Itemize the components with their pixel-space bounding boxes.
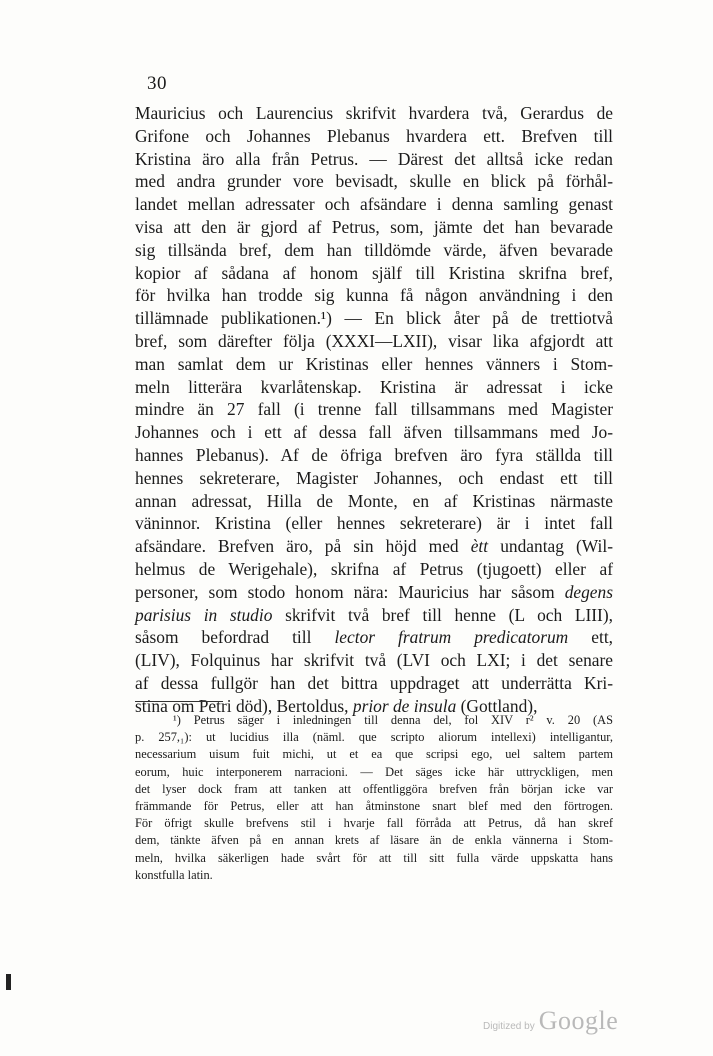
footnote-line [135,712,613,729]
text-line: visa att den är gjord af Petrus, som, jämte det han bevarade [135,216,613,237]
text-segment: undantag (Wil- [500,536,613,557]
digitized-watermark [483,1006,618,1036]
text-line [135,626,613,649]
text-segment: stina om Petri död), Bertoldus, [135,695,349,716]
text-line: man samlat dem ur Kristinas eller hennes vänners i Stom- [135,353,613,374]
text-segment: ett, [591,627,614,648]
text-line [135,604,613,627]
text-line: kopior af sådana af honom själf till Kristina skrifna bref, [135,262,613,283]
text-line [135,535,613,558]
footnote-line: necessarium uisum fuit michi, ut et ea que scripsi ego, uel saltem partem [135,747,613,762]
italic-phrase: prior de insula [352,695,457,716]
text-line: (LIV), Folquinus har skrifvit två (LVI och LXI; i det senare [135,650,613,671]
text-line: med andra grunder vore bevisadt, skulle en blick på förhål- [135,171,613,192]
text-segment: såsom befordrad till [135,627,312,648]
text-line: hannes Plebanus). Af de öfriga brefven äro fyra ställda till [135,444,613,465]
page-number: 30 [147,73,167,94]
footnote-line: För öfrigt skulle brefvens stil i hvarje fall förråda att Petrus, då han skref [135,816,613,831]
watermark-brand: Google [538,1006,619,1035]
footnote [135,712,613,884]
text-line: meln litterära kvarlåtenskap. Kristina är adressat i icke [135,376,613,397]
footnote-line: främmande för Petrus, eller att han åtminstone snart blef med den förtrogen. [135,798,613,813]
text-line: annan adressat, Hilla de Monte, en af Kristinas närmaste [135,490,613,511]
footnote-line: konstfulla latin. [135,867,213,882]
watermark-prefix: Digitized by [483,1021,535,1032]
text-line: helmus de Werigehale), skrifna af Petrus (tjugoett) eller af [135,558,613,579]
text-line: tillämnade publikationen.¹) — En blick åter på de trettiotvå [135,308,613,329]
footnote-line: det lyser dock fram att tanken att offentliggöra brefven från början icke var [135,781,613,796]
footnote-line: meln, hvilka säkerligen hade svårt för att till sitt fulla värde uppskatta hans [135,850,613,865]
text-line: landet mellan adressater och afsändare i denna samling genast [135,194,613,215]
scan-edge-mark [6,974,11,990]
text-line: för hvilka han trodde sig kunna få någon användning i den [135,285,613,306]
italic-phrase: parisius in studio [135,604,273,625]
footnote-line: eorum, huic interponerem narracioni. — Det säges icke här uttryckligen, men [135,764,613,779]
text-line: mindre än 27 fall (i trenne fall tillsammans med Magister [135,399,613,420]
italic-phrase: degens [564,581,613,602]
text-line: Kristina äro alla från Petrus. — Därest det alltså icke redan [135,148,613,169]
italic-phrase: ètt [470,536,489,557]
text-line: Johannes och i ett af dessa fall äfven tillsammans med Jo- [135,422,613,443]
text-line: hennes sekreterare, Magister Johannes, och endast ett till [135,467,613,488]
text-line: Mauricius och Laurencius skrifvit hvardera två, Gerardus de [135,103,613,123]
text-segment: skrifvit två bref till henne (L och LIII), [285,604,613,625]
text-segment: personer, som stodo honom nära: Mauricius har såsom [135,581,555,602]
text-segment: afsändare. Brefven äro, på sin höjd med [135,536,459,557]
footnote-text: Petrus säger i inledningen till denna del, fol XIV r² v. 20 (AS [193,713,613,727]
text-line: bref, som därefter följa (XXXI—LXII), visar lika afgjordt att [135,330,613,351]
text-line: sig tillsända bref, dem han tilldömde värde, äfven bevarade [135,239,613,260]
footnote-marker: ¹) [173,713,181,727]
footnote-line: dem, tänkte äfven på en annan krets af läsare än de enkla vännerna i Stom- [135,833,613,848]
text-line: väninnor. Kristina (eller hennes sekreterare) är i intet fall [135,513,613,534]
text-line: Grifone och Johannes Plebanus hvardera ett. Brefven till [135,125,613,146]
body-text [135,102,613,718]
italic-phrase: lector fratrum predicatorum [334,627,569,648]
text-line [135,581,613,604]
footnote-divider [135,701,223,702]
text-line: af dessa fullgör han det bittra uppdraget att underrätta Kri- [135,672,613,693]
text-segment: (Gottland), [460,695,538,716]
footnote-line: p. 257,₁): ut lucidius illa (näml. que scripto aliorum intellexi) intelligantur, [135,730,613,745]
